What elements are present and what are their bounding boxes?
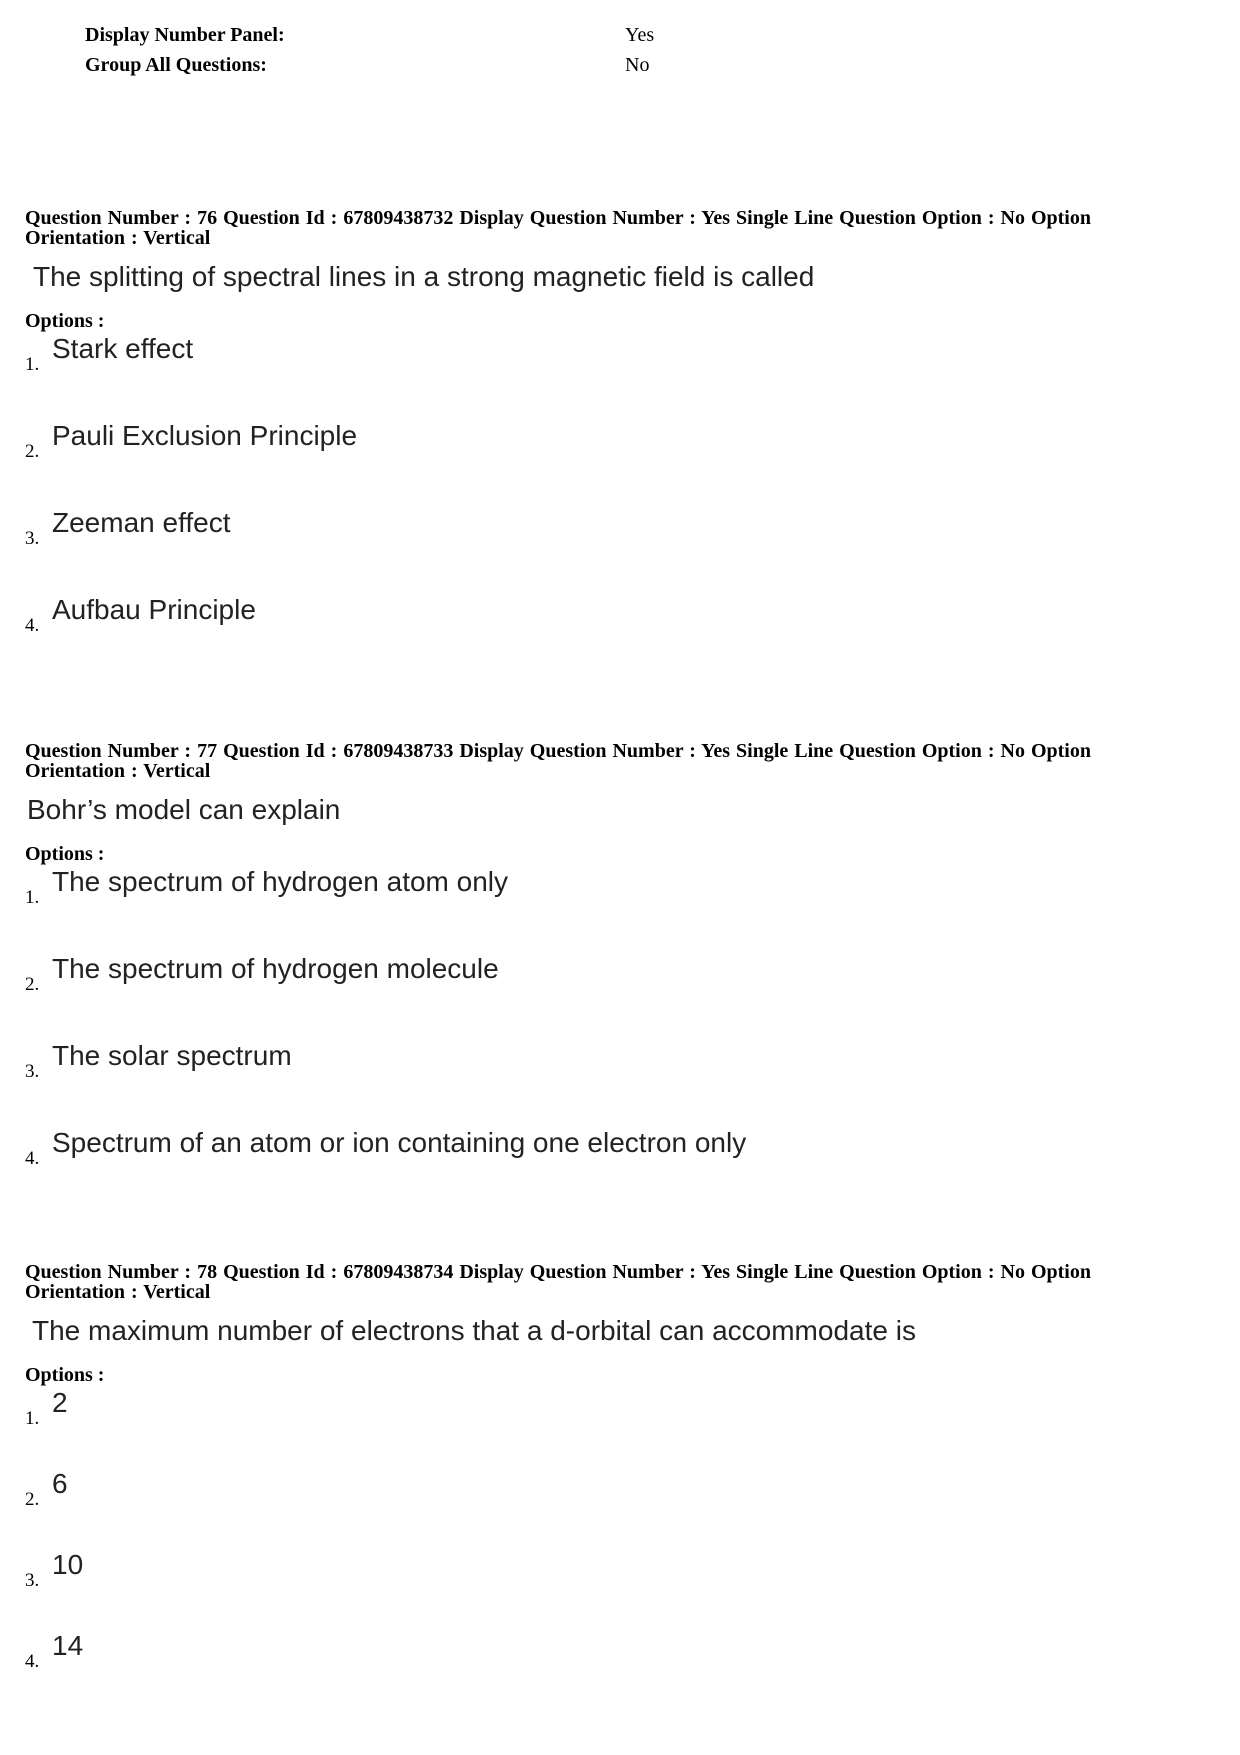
question-header	[25, 208, 1215, 248]
option-text: Zeeman effect	[52, 507, 231, 538]
question-78	[25, 1262, 1215, 1710]
question-header-line2: Orientation : Vertical	[25, 760, 211, 782]
option-text: The solar spectrum	[52, 1040, 292, 1071]
question-text: Bohr’s model can explain	[27, 794, 341, 825]
option-number: 3.	[25, 1570, 40, 1591]
option-text: The spectrum of hydrogen molecule	[52, 953, 499, 984]
settings-value: Yes	[625, 24, 655, 46]
option-4	[25, 1126, 1215, 1213]
option-3	[25, 1039, 1215, 1126]
option-number: 2.	[25, 441, 40, 462]
option-number: 3.	[25, 528, 40, 549]
options-list	[25, 865, 1215, 1213]
question-header	[25, 1262, 1215, 1302]
question-header-line1: Question Number : 78 Question Id : 67809438734 Display Question Number : Yes Single Line Question Option : No Option	[25, 1261, 1091, 1283]
option-1	[25, 332, 1215, 419]
question-76	[25, 208, 1215, 680]
option-2	[25, 419, 1215, 506]
option-number: 4.	[25, 1651, 40, 1672]
option-1	[25, 1386, 1215, 1467]
option-2	[25, 1467, 1215, 1548]
options-label: Options :	[25, 843, 105, 865]
option-3	[25, 506, 1215, 593]
option-text: 14	[52, 1630, 84, 1661]
options-label: Options :	[25, 310, 105, 332]
option-number: 4.	[25, 1148, 40, 1169]
option-text: Stark effect	[52, 333, 194, 364]
option-text: The spectrum of hydrogen atom only	[52, 866, 509, 897]
settings-label: Group All Questions:	[85, 54, 267, 76]
question-77	[25, 741, 1215, 1213]
option-number: 1.	[25, 1408, 40, 1429]
option-3	[25, 1548, 1215, 1629]
settings-value: No	[625, 54, 650, 76]
settings-label: Display Number Panel:	[85, 24, 285, 46]
question-header-line1: Question Number : 76 Question Id : 67809438732 Display Question Number : Yes Single Line Question Option : No Option	[25, 207, 1091, 229]
option-text: Spectrum of an atom or ion containing one electron only	[52, 1127, 747, 1158]
option-number: 2.	[25, 974, 40, 995]
option-text: 10	[52, 1549, 84, 1580]
option-number: 1.	[25, 887, 40, 908]
option-text: 2	[52, 1387, 68, 1418]
option-4	[25, 1629, 1215, 1710]
question-text: The splitting of spectral lines in a strong magnetic field is called	[33, 261, 815, 292]
question-header-line2: Orientation : Vertical	[25, 1281, 211, 1303]
option-number: 1.	[25, 354, 40, 375]
option-text: 6	[52, 1468, 68, 1499]
question-header-line2: Orientation : Vertical	[25, 227, 211, 249]
question-header	[25, 741, 1215, 781]
option-text: Aufbau Principle	[52, 594, 256, 625]
options-list	[25, 332, 1215, 680]
option-number: 3.	[25, 1061, 40, 1082]
question-header-line1: Question Number : 77 Question Id : 67809438733 Display Question Number : Yes Single Line Question Option : No Option	[25, 740, 1091, 762]
question-text: The maximum number of electrons that a d-orbital can accommodate is	[32, 1315, 916, 1346]
option-1	[25, 865, 1215, 952]
option-number: 2.	[25, 1489, 40, 1510]
option-4	[25, 593, 1215, 680]
option-number: 4.	[25, 615, 40, 636]
option-text: Pauli Exclusion Principle	[52, 420, 358, 451]
option-2	[25, 952, 1215, 1039]
options-list	[25, 1386, 1215, 1710]
options-label: Options :	[25, 1364, 105, 1386]
